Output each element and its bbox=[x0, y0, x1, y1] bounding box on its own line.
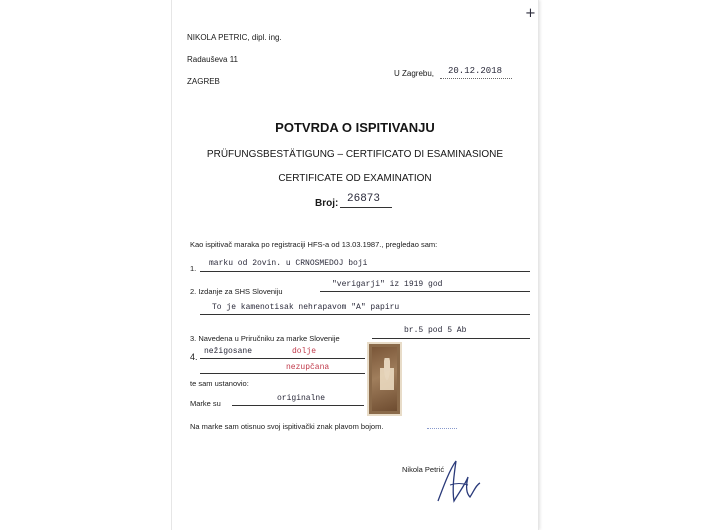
established-text: te sam ustanovio: bbox=[190, 379, 249, 388]
signature-name: Nikola Petrić bbox=[402, 465, 445, 474]
marks-handwritten: originalne bbox=[277, 394, 326, 403]
intro-text: Kao ispitivač maraka po registraciji HFS-a od 13.03.1987., pregledao sam: bbox=[190, 240, 438, 249]
item4-red-note-1: dolje bbox=[292, 347, 317, 356]
title-sub-de-it: PRÜFUNGSBESTÄTIGUNG – CERTIFICATO DI ESAMINASIONE bbox=[206, 149, 504, 160]
marks-line bbox=[232, 405, 364, 406]
title-main: POTVRDA O ISPITIVANJU bbox=[275, 120, 435, 135]
item2-line bbox=[320, 291, 530, 292]
place-date-label: U Zagrebu, bbox=[394, 69, 435, 78]
item3-label: 3. Navedena u Priručniku za marke Slovenije bbox=[190, 334, 340, 343]
item4-number: 4. bbox=[190, 352, 198, 362]
item3-line bbox=[372, 338, 530, 339]
item3-handwritten: br.5 pod 5 Ab bbox=[404, 326, 467, 335]
number-label: Broj: bbox=[315, 198, 339, 209]
signature-scrawl bbox=[430, 455, 490, 507]
number-value: 26873 bbox=[347, 193, 381, 205]
issuer-city: ZAGREB bbox=[187, 77, 220, 86]
issuer-name: NIKOLA PETRIC, dipl. ing. bbox=[187, 33, 282, 42]
postage-stamp bbox=[367, 342, 402, 416]
item1-handwritten: marku od 2ovin. u CRNOSMEDOJ boji bbox=[209, 259, 368, 268]
number-line bbox=[340, 207, 392, 208]
item4-line2 bbox=[200, 373, 365, 374]
item2-handwritten-line2: To je kamenotisak nehrapavom "A" papiru bbox=[212, 303, 400, 312]
blue-mark-sample bbox=[427, 428, 457, 429]
date-line bbox=[440, 78, 512, 79]
item4-red-note-2: nezupčana bbox=[286, 363, 330, 372]
item1-line bbox=[200, 271, 530, 272]
certificate-date: 20.12.2018 bbox=[448, 66, 503, 76]
item1-number: 1. bbox=[190, 264, 197, 273]
item2-line2 bbox=[200, 314, 530, 315]
item4-line bbox=[200, 358, 365, 359]
item4-handwritten: nežigosane bbox=[204, 347, 253, 356]
corner-handwritten-mark: + bbox=[525, 6, 536, 21]
marks-label: Marke su bbox=[190, 399, 221, 408]
item2-label: 2. Izdanje za SHS Sloveniju bbox=[190, 287, 283, 296]
certificate-sheet bbox=[172, 0, 538, 530]
footer-note: Na marke sam otisnuo svoj ispitivački znak plavom bojom. bbox=[190, 422, 384, 431]
item2-handwritten: "verigarji" iz 1919 god bbox=[332, 280, 443, 289]
issuer-street: Radauševa 11 bbox=[187, 55, 238, 64]
stamp-figure bbox=[380, 358, 394, 398]
title-sub-en: CERTIFICATE OD EXAMINATION bbox=[278, 173, 432, 184]
